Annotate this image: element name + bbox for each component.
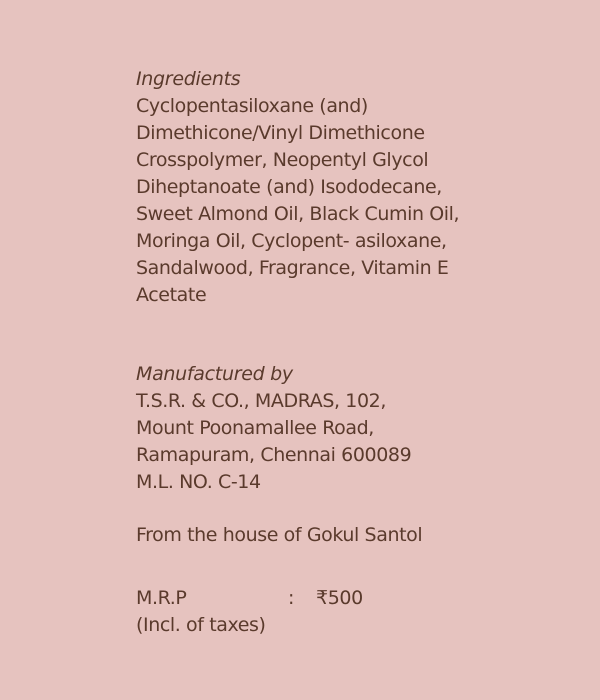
- manufacturer-section: [136, 361, 576, 496]
- ingredients-line: Dimethicone/Vinyl Dimethicone: [136, 122, 425, 144]
- ingredients-section: [136, 66, 576, 309]
- license-number: M.L. NO. C-14: [136, 471, 261, 493]
- manufacturer-heading: Manufactured by: [136, 363, 293, 385]
- ingredients-line: Cyclopentasiloxane (and): [136, 95, 368, 117]
- ingredients-line: Sandalwood, Fragrance, Vitamin E: [136, 257, 449, 279]
- mrp-row: [136, 585, 576, 612]
- mrp-section: [136, 585, 576, 639]
- address-line: Mount Poonamallee Road,: [136, 417, 374, 439]
- mrp-colon: :: [288, 587, 295, 609]
- ingredients-heading: Ingredients: [136, 68, 241, 90]
- manufacturer-address: [136, 388, 576, 496]
- mrp-price: ₹500: [316, 587, 363, 609]
- ingredients-line: Moringa Oil, Cyclopent- asiloxane,: [136, 230, 447, 252]
- ingredients-line: Diheptanoate (and) Isododecane,: [136, 176, 442, 198]
- ingredients-line: Sweet Almond Oil, Black Cumin Oil,: [136, 203, 460, 225]
- house-section: [136, 522, 576, 549]
- mrp-tax-note: (Incl. of taxes): [136, 614, 266, 636]
- ingredients-line: Acetate: [136, 284, 207, 306]
- ingredients-line: Crosspolymer, Neopentyl Glycol: [136, 149, 429, 171]
- product-label: [136, 66, 576, 639]
- address-line: T.S.R. & CO., MADRAS, 102,: [136, 390, 387, 412]
- mrp-label: M.R.P: [136, 587, 187, 609]
- ingredients-list: [136, 93, 576, 309]
- house-text: From the house of Gokul Santol: [136, 524, 423, 546]
- address-line: Ramapuram, Chennai 600089: [136, 444, 412, 466]
